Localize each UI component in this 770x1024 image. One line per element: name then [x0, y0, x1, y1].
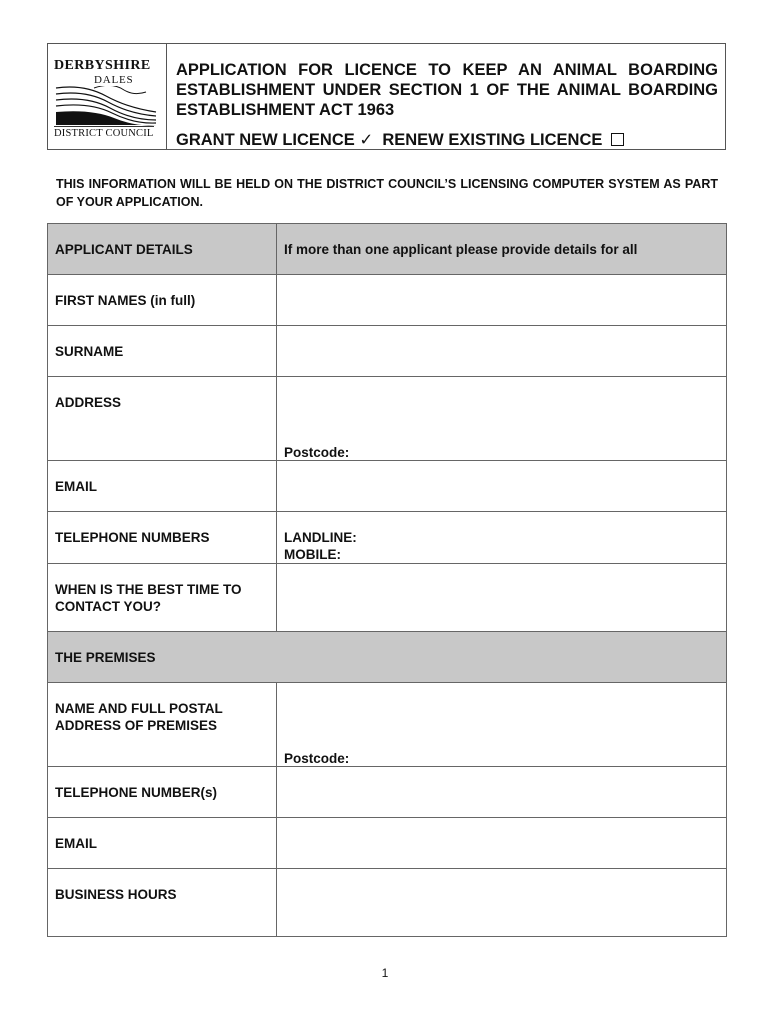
applicant-details-heading: APPLICANT DETAILS — [48, 224, 277, 275]
address-field[interactable] — [277, 377, 727, 461]
first-names-field[interactable] — [277, 275, 727, 326]
telephone-numbers-label: TELEPHONE NUMBERS — [48, 512, 277, 564]
surname-field[interactable] — [277, 326, 727, 377]
data-protection-notice: THIS INFORMATION WILL BE HELD ON THE DISTRICT COUNCIL’S LICENSING COMPUTER SYSTEM AS PART OF YOUR APPLICATION. — [56, 177, 718, 209]
logo-text-dales: DALES — [94, 74, 134, 86]
premises-telephone-field[interactable] — [277, 767, 727, 818]
best-time-label: WHEN IS THE BEST TIME TO CONTACT YOU? — [48, 564, 277, 632]
table-row — [48, 326, 727, 377]
mobile-label: MOBILE: — [284, 547, 341, 562]
table-row — [48, 869, 727, 937]
logo-text-derbyshire: DERBYSHIRE — [54, 58, 151, 73]
surname-label: SURNAME — [48, 326, 277, 377]
premises-heading: THE PREMISES — [48, 632, 727, 683]
business-hours-label: BUSINESS HOURS — [48, 869, 277, 937]
table-row — [48, 377, 727, 461]
table-row — [48, 564, 727, 632]
table-row — [48, 275, 727, 326]
table-row — [48, 512, 727, 564]
premises-email-label: EMAIL — [48, 818, 277, 869]
first-names-label: FIRST NAMES (in full) — [48, 275, 277, 326]
email-label: EMAIL — [48, 461, 277, 512]
business-hours-field[interactable] — [277, 869, 727, 937]
renew-licence-label: RENEW EXISTING LICENCE — [382, 131, 603, 149]
table-row — [48, 683, 727, 767]
grant-new-licence-label: GRANT NEW LICENCE — [176, 131, 355, 149]
table-row — [48, 818, 727, 869]
licence-type-options — [176, 130, 624, 150]
telephone-numbers-field[interactable] — [277, 512, 727, 564]
table-row — [48, 461, 727, 512]
premises-address-label: NAME AND FULL POSTAL ADDRESS OF PREMISES — [48, 683, 277, 767]
address-label: ADDRESS — [48, 377, 277, 461]
multiple-applicants-note: If more than one applicant please provide details for all — [277, 224, 727, 275]
logo-text-district-council: DISTRICT COUNCIL — [54, 128, 154, 139]
form-title: APPLICATION FOR LICENCE TO KEEP AN ANIMAL BOARDING ESTABLISHMENT UNDER SECTION 1 OF THE ANIMAL BOARDING ESTABLISHMENT ACT 1963 — [176, 61, 718, 119]
premises-header-row — [48, 632, 727, 683]
premises-telephone-label: TELEPHONE NUMBER(s) — [48, 767, 277, 818]
renew-checkbox[interactable] — [611, 133, 624, 146]
hills-logo-icon — [54, 82, 158, 126]
best-time-field[interactable] — [277, 564, 727, 632]
premises-address-field[interactable] — [277, 683, 727, 767]
grant-checkmark-icon[interactable]: ✓ — [359, 131, 374, 149]
address-postcode-label: Postcode: — [284, 445, 350, 460]
application-form-table — [47, 223, 727, 937]
premises-email-field[interactable] — [277, 818, 727, 869]
applicant-details-header-row — [48, 224, 727, 275]
table-row — [48, 767, 727, 818]
form-header — [47, 43, 726, 150]
page-number: 1 — [381, 966, 389, 980]
premises-postcode-label: Postcode: — [284, 751, 350, 766]
landline-label: LANDLINE: — [284, 530, 357, 545]
email-field[interactable] — [277, 461, 727, 512]
council-logo — [48, 44, 167, 149]
